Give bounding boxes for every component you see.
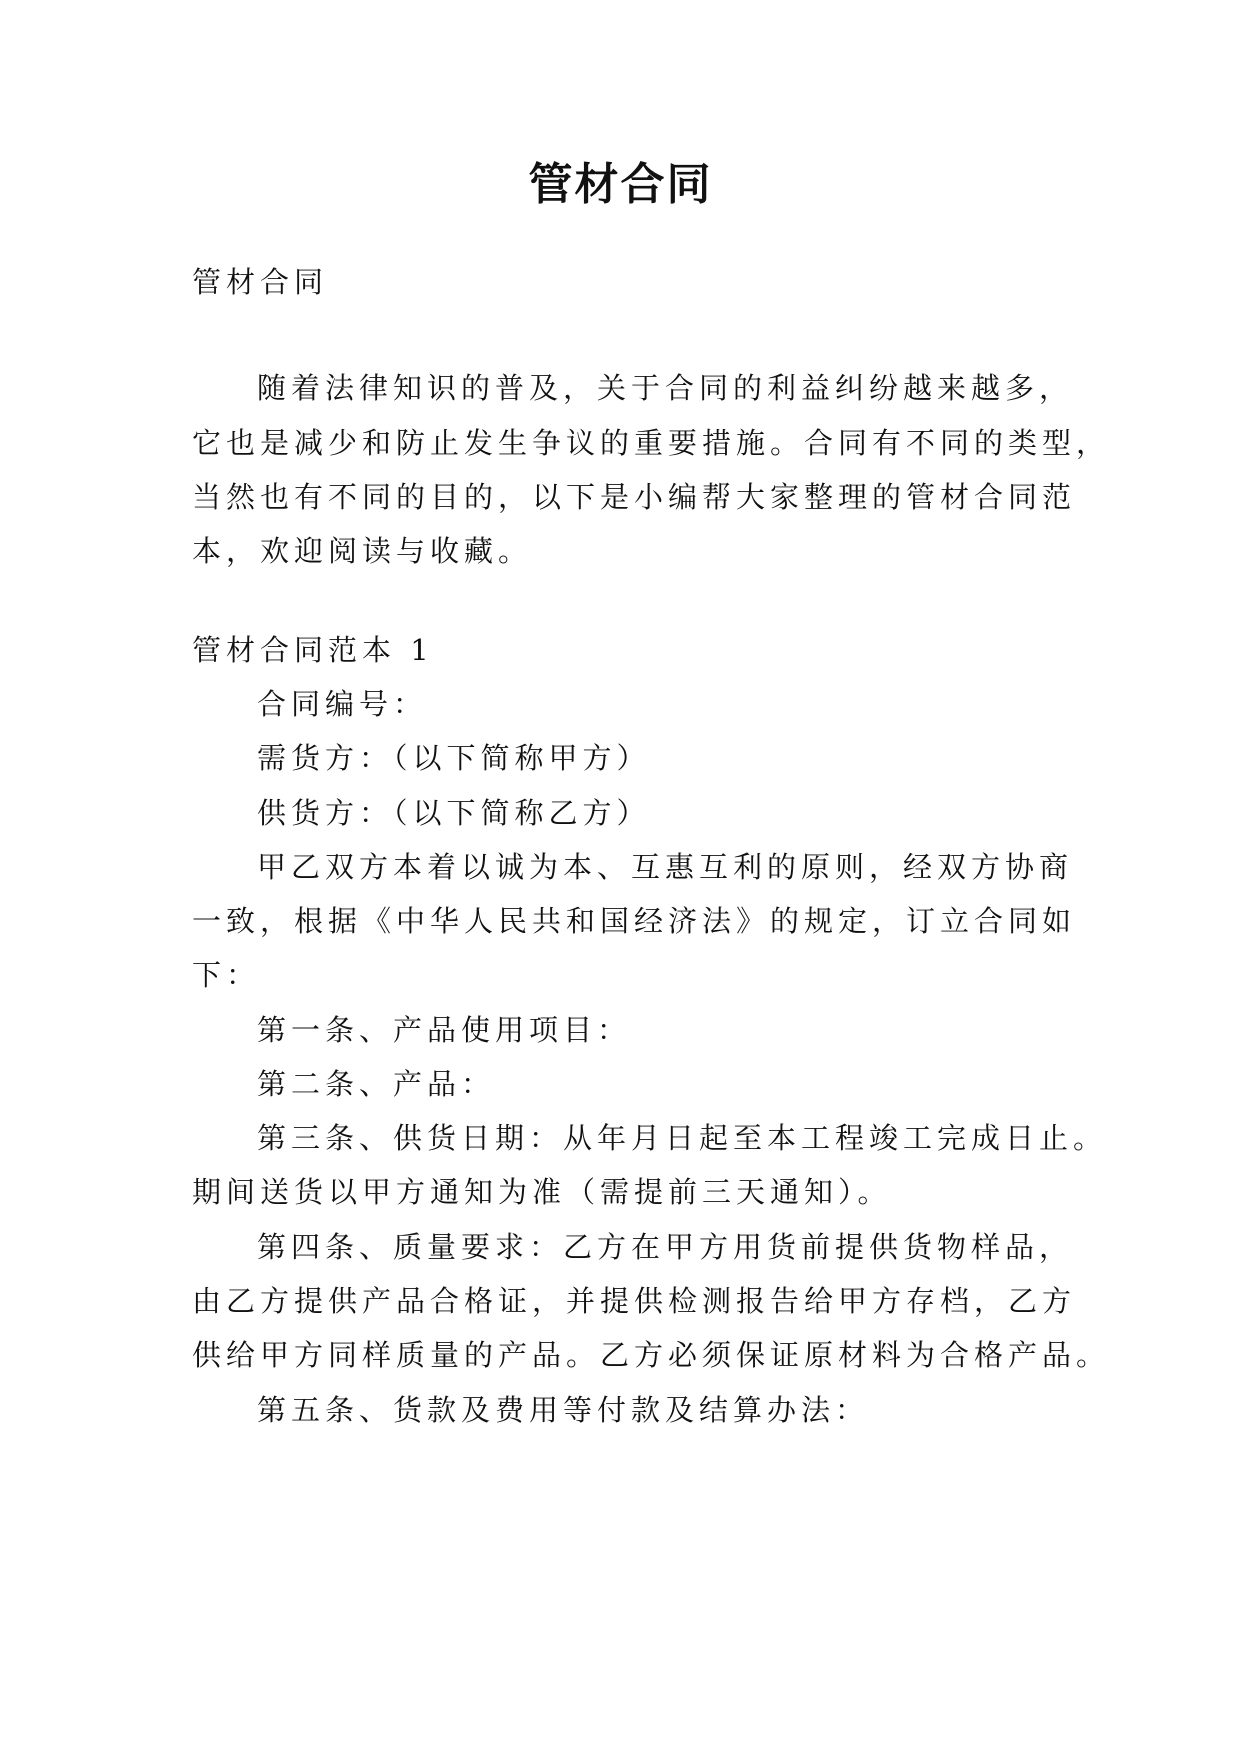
article-3-line: 第三条、供货日期：从年月日起至本工程竣工完成日止。 <box>257 1121 1108 1155</box>
article-2: 第二条、产品： <box>257 1067 496 1101</box>
document-subtitle: 管材合同 <box>192 265 329 299</box>
article-4-line: 第四条、质量要求：乙方在甲方用货前提供货物样品， <box>257 1230 1074 1264</box>
intro-line: 它也是减少和防止发生争议的重要措施。合同有不同的类型， <box>192 426 1111 460</box>
preamble-line: 下： <box>192 958 261 992</box>
article-4-line: 供给甲方同样质量的产品。乙方必须保证原材料为合格产品。 <box>192 1338 1111 1372</box>
document-title: 管材合同 <box>528 159 713 210</box>
preamble-line: 甲乙双方本着以诚为本、互惠互利的原则，经双方协商 <box>257 850 1074 884</box>
buyer-line: 需货方：（以下简称甲方） <box>257 741 651 775</box>
article-1: 第一条、产品使用项目： <box>257 1013 632 1047</box>
intro-line: 当然也有不同的目的，以下是小编帮大家整理的管材合同范 <box>192 480 1077 514</box>
section-heading: 管材合同范本 1 <box>192 633 434 667</box>
article-5: 第五条、货款及费用等付款及结算办法： <box>257 1393 870 1427</box>
supplier-line: 供货方：（以下简称乙方） <box>257 796 651 830</box>
preamble-line: 一致，根据《中华人民共和国经济法》的规定，订立合同如 <box>192 904 1077 938</box>
intro-line: 随着法律知识的普及，关于合同的利益纠纷越来越多， <box>257 371 1074 405</box>
article-3-line: 期间送货以甲方通知为准（需提前三天通知）。 <box>192 1175 892 1209</box>
contract-number: 合同编号： <box>257 687 428 721</box>
intro-line: 本，欢迎阅读与收藏。 <box>192 534 533 568</box>
article-4-line: 由乙方提供产品合格证，并提供检测报告给甲方存档，乙方 <box>192 1284 1077 1318</box>
